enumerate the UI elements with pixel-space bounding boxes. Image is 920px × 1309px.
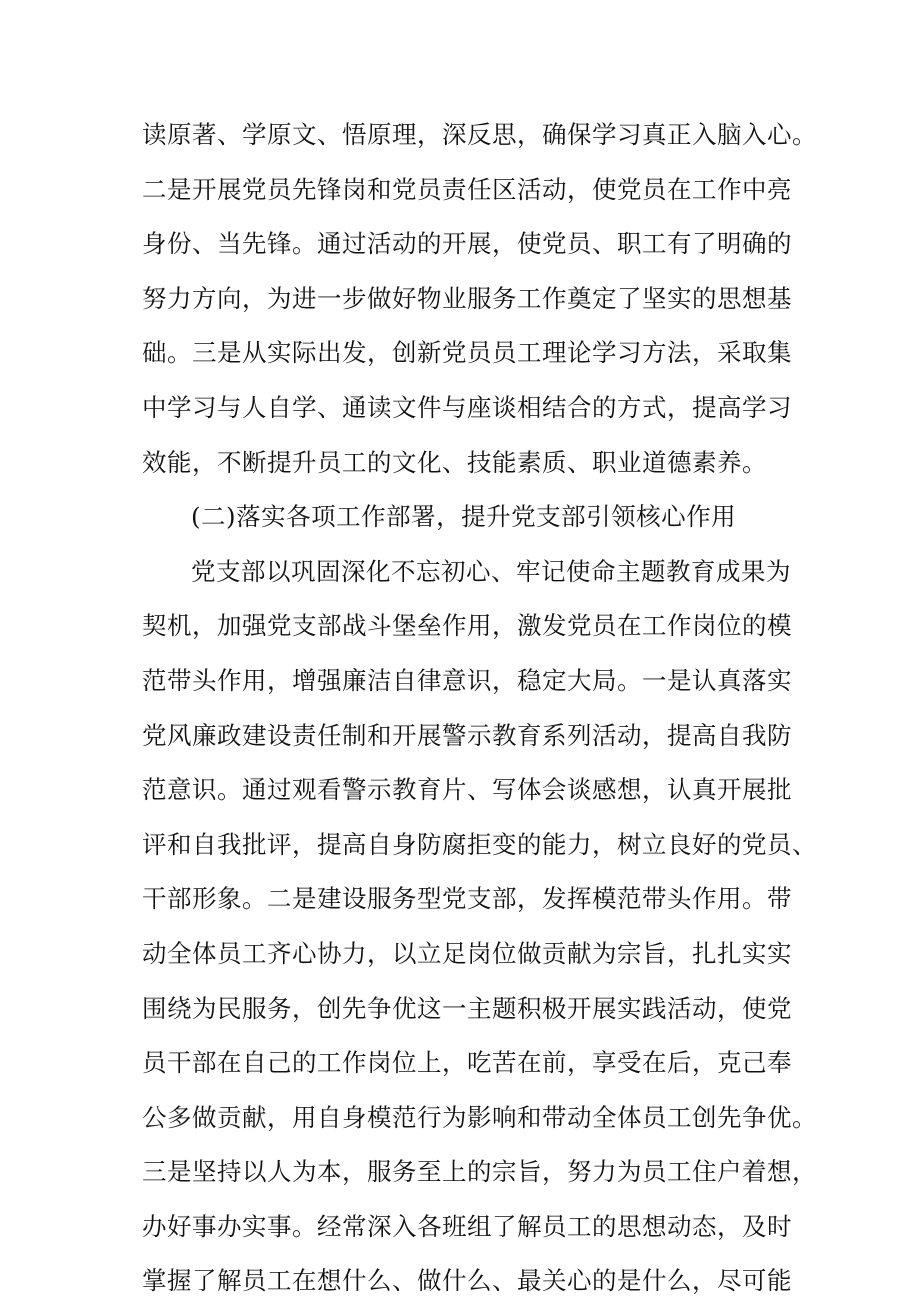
text-line: 三是坚持以人为本，服务至上的宗旨，努力为员工住户着想， — [142, 1157, 817, 1187]
paragraph-start-line: 党支部以巩固深化不忘初心、牢记使命主题教育成果为 — [191, 556, 791, 586]
text-line: 范意识。通过观看警示教育片、写体会谈感想，认真开展批 — [142, 775, 792, 805]
text-line: 评和自我批评，提高自身防腐拒变的能力，树立良好的党员、 — [142, 829, 817, 859]
text-line: 础。三是从实际出发，创新党员员工理论学习方法，采取集 — [142, 338, 792, 368]
text-line: 公多做贡献，用自身模范行为影响和带动全体员工创先争优。 — [142, 1102, 817, 1132]
text-line: 党风廉政建设责任制和开展警示教育系列活动，提高自我防 — [142, 720, 792, 750]
text-line: 员干部在自己的工作岗位上，吃苦在前，享受在后，克己奉 — [142, 1048, 792, 1078]
document-body — [142, 108, 817, 1309]
text-line: 契机，加强党支部战斗堡垒作用，激发党员在工作岗位的模 — [142, 611, 792, 641]
text-line: 中学习与人自学、通读文件与座谈相结合的方式，提高学习 — [142, 392, 792, 422]
text-line: 努力方向，为进一步做好物业服务工作奠定了坚实的思想基 — [142, 283, 792, 313]
text-line: 效能，不断提升员工的文化、技能素质、职业道德素养。 — [142, 447, 767, 477]
text-line: 掌握了解员工在想什么、做什么、最关心的是什么，尽可能 — [142, 1266, 792, 1296]
text-line: 围绕为民服务，创先争优这一主题积极开展实践活动，使党 — [142, 993, 792, 1023]
text-line: 读原著、学原文、悟原理，深反思，确保学习真正入脑入心。 — [142, 120, 817, 149]
section-heading: (二)落实各项工作部署，提升党支部引领核心作用 — [191, 502, 737, 532]
text-line: 办好事办实事。经常深入各班组了解员工的思想动态，及时 — [142, 1211, 792, 1241]
text-line: 干部形象。二是建设服务型党支部，发挥模范带头作用。带 — [142, 884, 792, 914]
text-line: 身份、当先锋。通过活动的开展，使党员、职工有了明确的 — [142, 229, 792, 259]
text-line: 范带头作用，增强廉洁自律意识，稳定大局。一是认真落实 — [142, 665, 792, 695]
text-line: 动全体员工齐心协力，以立足岗位做贡献为宗旨，扎扎实实 — [142, 938, 792, 968]
text-line: 二是开展党员先锋岗和党员责任区活动，使党员在工作中亮 — [142, 174, 792, 204]
